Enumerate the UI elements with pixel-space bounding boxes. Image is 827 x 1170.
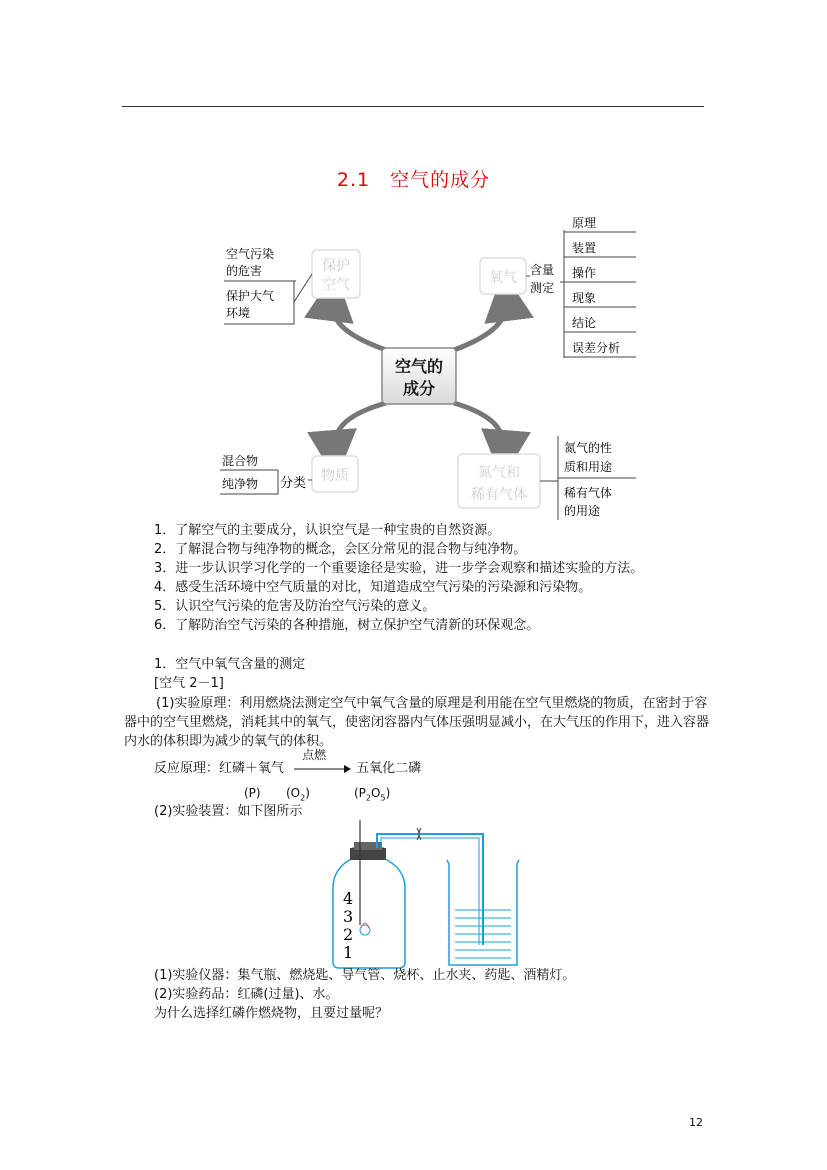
svg-text:4: 4 xyxy=(343,889,354,908)
apparatus-intro: (2)实验装置：如下图所示 xyxy=(154,804,303,819)
header-rule xyxy=(122,106,704,107)
svg-text:空气: 空气 xyxy=(322,277,350,293)
svg-text:的用途: 的用途 xyxy=(564,504,601,518)
map-node-matter xyxy=(312,456,358,492)
svg-text:操作: 操作 xyxy=(572,266,597,280)
section-heading: 1．空气中氧气含量的测定 xyxy=(154,657,306,672)
map-node-oxygen xyxy=(480,258,526,294)
objective-6: 6．了解防治空气污染的各种措施，树立保护空气清新的环保观念。 xyxy=(154,618,540,633)
svg-text:结论: 结论 xyxy=(572,316,597,330)
svg-text:环境: 环境 xyxy=(226,306,251,320)
svg-text:氮气的性: 氮气的性 xyxy=(564,441,613,455)
map-node-protect-air xyxy=(312,250,360,298)
svg-text:空气污染: 空气污染 xyxy=(226,247,275,261)
svg-text:空气的: 空气的 xyxy=(394,357,444,376)
svg-text:氮气和: 氮气和 xyxy=(478,465,520,481)
apparatus-diagram xyxy=(325,820,525,970)
concept-map xyxy=(214,210,639,525)
formula-p: (P) xyxy=(244,786,261,800)
objective-4: 4．感受生活环境中空气质量的对比，知道造成空气污染的污染源和污染物。 xyxy=(154,580,592,595)
svg-text:的危害: 的危害 xyxy=(226,264,263,278)
formula-p2o5: $(P_2O_5)$ xyxy=(354,786,391,803)
reaction-arrow xyxy=(292,747,352,776)
map-items-bottom-left xyxy=(220,453,312,494)
reaction-label: 反应原理： xyxy=(154,761,220,776)
reagents: (2)实验药品：红磷(过量)、水。 xyxy=(154,987,339,1002)
objective-5: 5．认识空气污染的危害及防治空气污染的意义。 xyxy=(154,599,436,614)
instruments: (1)实验仪器：集气瓶、燃烧匙、导气管、烧杯、止水夹、药匙、酒精灯。 xyxy=(154,968,576,983)
svg-text:2: 2 xyxy=(343,925,354,944)
objective-2: 2．了解混合物与纯净物的概念，会区分常见的混合物与纯净物。 xyxy=(154,542,527,557)
objective-1: 1．了解空气的主要成分，认识空气是一种宝贵的自然资源。 xyxy=(154,523,501,538)
svg-text:1: 1 xyxy=(343,943,354,962)
question: 为什么选择红磷作燃烧物，且要过量呢？ xyxy=(154,1006,389,1021)
objective-3: 3．进一步认识学习化学的一个重要途径是实验，进一步学会观察和描述实验的方法。 xyxy=(154,561,644,576)
page-title: 2.1 空气的成分 xyxy=(336,169,491,191)
product: 五氧化二磷 xyxy=(356,761,422,776)
reaction-equation xyxy=(154,747,422,776)
svg-text:装置: 装置 xyxy=(572,241,597,255)
svg-text:误差分析: 误差分析 xyxy=(572,341,621,355)
svg-text:纯净物: 纯净物 xyxy=(222,477,259,491)
svg-text:稀有气体: 稀有气体 xyxy=(564,486,613,500)
reaction-condition: 点燃 xyxy=(302,747,327,762)
svg-text:物质: 物质 xyxy=(321,468,349,484)
svg-text:测定: 测定 xyxy=(530,281,555,295)
map-items-bottom-right xyxy=(540,436,636,520)
map-items-top-left xyxy=(224,246,312,324)
section-tag: [空气 2－1] xyxy=(154,676,224,691)
svg-text:氧气: 氧气 xyxy=(489,270,517,286)
svg-text:质和用途: 质和用途 xyxy=(564,460,613,474)
svg-text:保护: 保护 xyxy=(322,258,350,274)
svg-text:含量: 含量 xyxy=(530,263,555,277)
svg-text:现象: 现象 xyxy=(572,291,597,305)
svg-text:稀有气体: 稀有气体 xyxy=(471,487,527,503)
map-node-nitrogen-noble-gases xyxy=(458,454,540,508)
svg-text:成分: 成分 xyxy=(402,379,436,398)
svg-text:原理: 原理 xyxy=(572,216,597,230)
page-number: 12 xyxy=(689,1116,703,1129)
map-center-node xyxy=(382,348,456,404)
map-items-top-right xyxy=(526,216,636,358)
reactants: 红磷＋氧气 xyxy=(219,761,285,776)
svg-text:3: 3 xyxy=(343,907,354,926)
svg-text:分类: 分类 xyxy=(280,476,307,491)
experiment-principle: (1)实验原理：利用燃烧法测定空气中氧气含量的原理是利用能在空气里燃烧的物质，在密封于容器中的空气里燃烧，消耗其中的氧气，使密闭容器内气体压强明显减小，在大气压的作用下，进入容器内水的体积即为减少的氧气的体积。 xyxy=(124,696,710,749)
svg-text:混合物: 混合物 xyxy=(222,454,259,468)
formula-o2: $(O_2)$ xyxy=(286,786,310,803)
svg-text:保护大气: 保护大气 xyxy=(226,289,275,303)
